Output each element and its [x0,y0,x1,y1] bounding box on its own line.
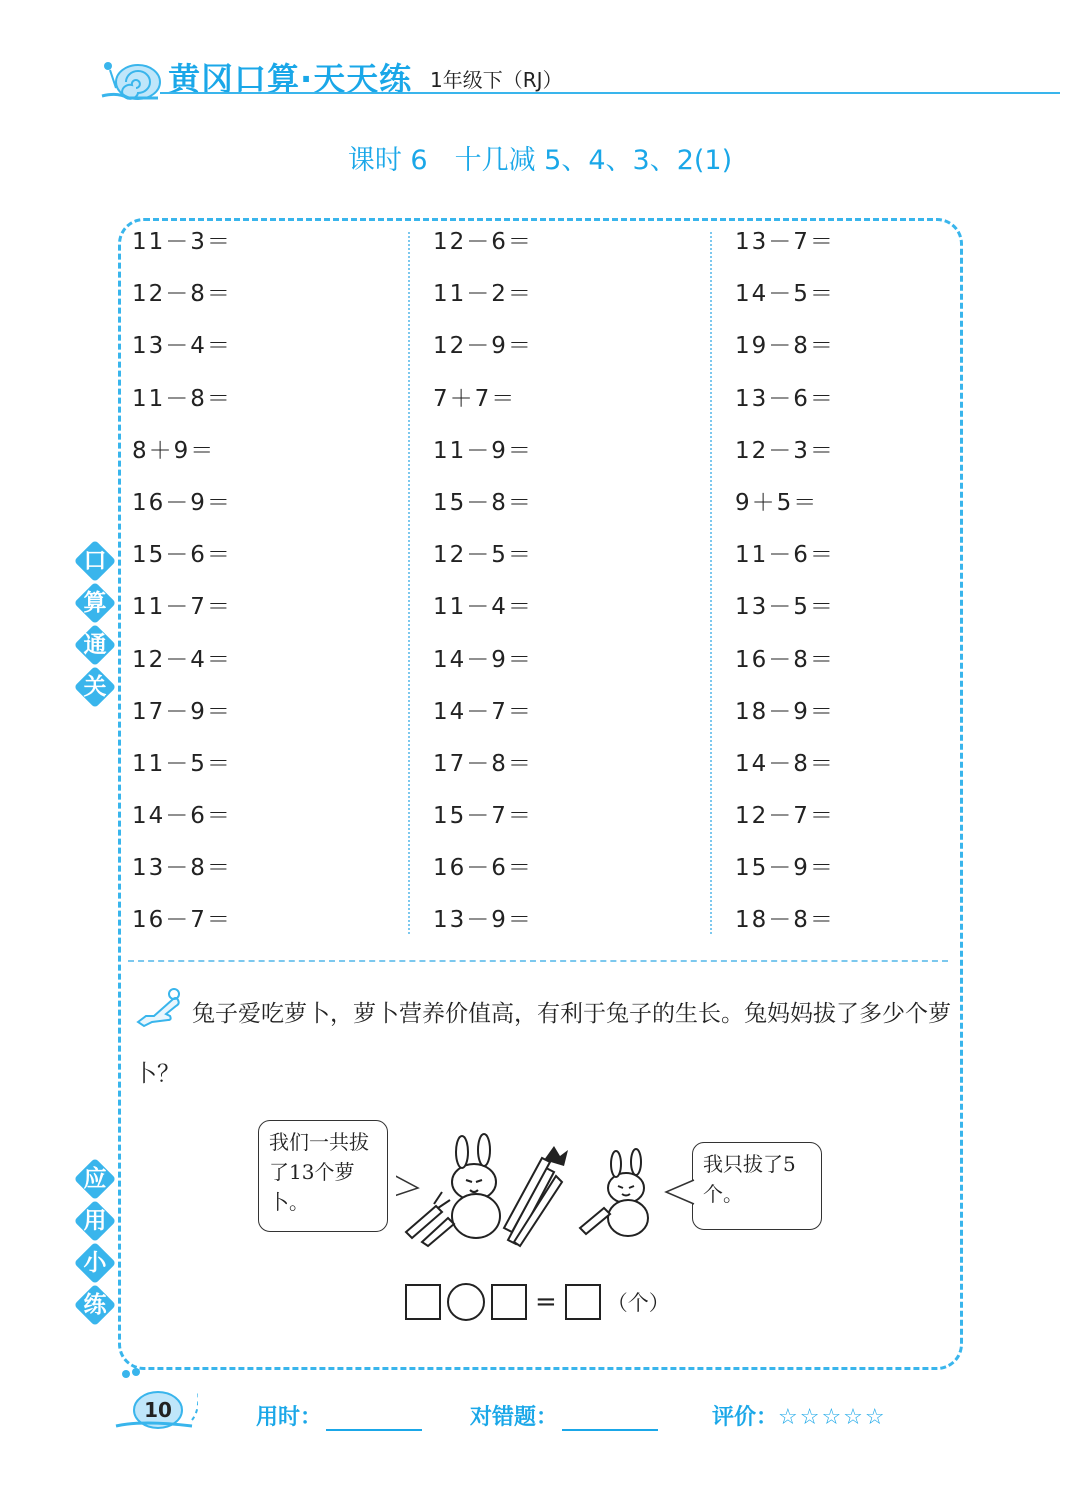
problem: 12－8＝ [132,281,232,308]
problem: 12－4＝ [132,646,232,673]
problem: 14－8＝ [735,750,835,777]
problem: 15－7＝ [433,803,533,830]
tag-char: 用 [74,1200,116,1242]
time-field [256,1400,422,1431]
tag-char: 口 [74,540,116,582]
rating-field [712,1400,887,1431]
answer-box[interactable] [565,1284,601,1320]
time-blank[interactable] [326,1407,422,1431]
problem: 13－5＝ [735,594,835,621]
rabbit-illustration [396,1132,696,1252]
problem: 17－9＝ [132,698,232,725]
problem: 14－9＝ [433,646,533,673]
page-number: 10 [144,1398,172,1422]
answer-box[interactable] [405,1284,441,1320]
problem: 15－9＝ [735,855,835,882]
operator-circle[interactable] [447,1283,485,1321]
problem: 11－4＝ [433,594,533,621]
tag-char: 练 [74,1284,116,1326]
tag-char: 通 [74,624,116,666]
equals-sign: = [535,1287,557,1317]
problem: 19－8＝ [735,333,835,360]
answer-box[interactable] [491,1284,527,1320]
time-label: 用时： [256,1405,323,1430]
problem: 13－7＝ [735,229,835,255]
column-divider [408,232,410,934]
problem: 11－7＝ [132,594,232,621]
problem: 9＋5＝ [735,489,819,516]
rating-stars[interactable]: ☆☆☆☆☆ [778,1405,887,1430]
problem: 8＋9＝ [132,437,216,464]
problem-column-1 [132,222,392,953]
errors-label: 对错题： [470,1405,559,1430]
problem-column-3 [735,222,995,953]
problem: 13－6＝ [735,385,835,412]
problem: 16－8＝ [735,646,835,673]
problem: 12－5＝ [433,542,533,569]
problem: 13－4＝ [132,333,232,360]
errors-field [470,1400,658,1431]
answer-equation [405,1283,670,1325]
side-tag-oral [74,540,116,708]
tag-char: 算 [74,582,116,624]
brand-title: 黄冈口算·天天练 [168,60,413,98]
problem: 14－6＝ [132,803,232,830]
lesson-title: 课时 6 十几减 5、4、3、2(1) [347,145,733,176]
problem: 14－7＝ [433,698,533,725]
speech-bubble-right: 我只拔了5个。 [692,1142,822,1230]
application-question: 兔子爱吃萝卜，萝卜营养价值高，有利于兔子的生长。兔妈妈拔了多少个萝卜？ [134,1001,951,1087]
problem: 11－5＝ [132,750,232,777]
tag-char: 小 [74,1242,116,1284]
column-divider [710,232,712,934]
problem: 13－8＝ [132,855,232,882]
errors-blank[interactable] [562,1407,658,1431]
speech-bubble-left: 我们一共拔了13个萝卜。 [258,1120,388,1232]
problem: 15－8＝ [433,489,533,516]
problem: 12－7＝ [735,803,835,830]
problem: 18－8＝ [735,907,835,934]
section-divider [128,960,948,962]
problem: 7＋7＝ [433,385,517,412]
problem: 11－8＝ [132,385,232,412]
problem: 11－3＝ [132,229,232,255]
problem: 11－9＝ [433,437,533,464]
problem: 16－7＝ [132,907,232,934]
tag-char: 关 [74,666,116,708]
problem: 18－9＝ [735,698,835,725]
tag-char: 应 [74,1158,116,1200]
side-tag-applied [74,1158,116,1326]
snail-logo-icon [98,52,166,102]
unit-label: （个） [606,1291,670,1315]
problem-column-2 [433,222,693,953]
grade-label: 1年级下（RJ） [430,68,563,92]
problem: 17－8＝ [433,750,533,777]
problem: 12－9＝ [433,333,533,360]
problem: 11－2＝ [433,281,533,308]
problem: 12－6＝ [433,229,533,255]
problem: 14－5＝ [735,281,835,308]
problem: 16－9＝ [132,489,232,516]
problem: 13－9＝ [433,907,533,934]
problem: 11－6＝ [735,542,835,569]
header-divider [160,92,1060,94]
problem: 12－3＝ [735,437,835,464]
problem: 16－6＝ [433,855,533,882]
problem: 15－6＝ [132,542,232,569]
rating-label: 评价： [712,1405,779,1430]
